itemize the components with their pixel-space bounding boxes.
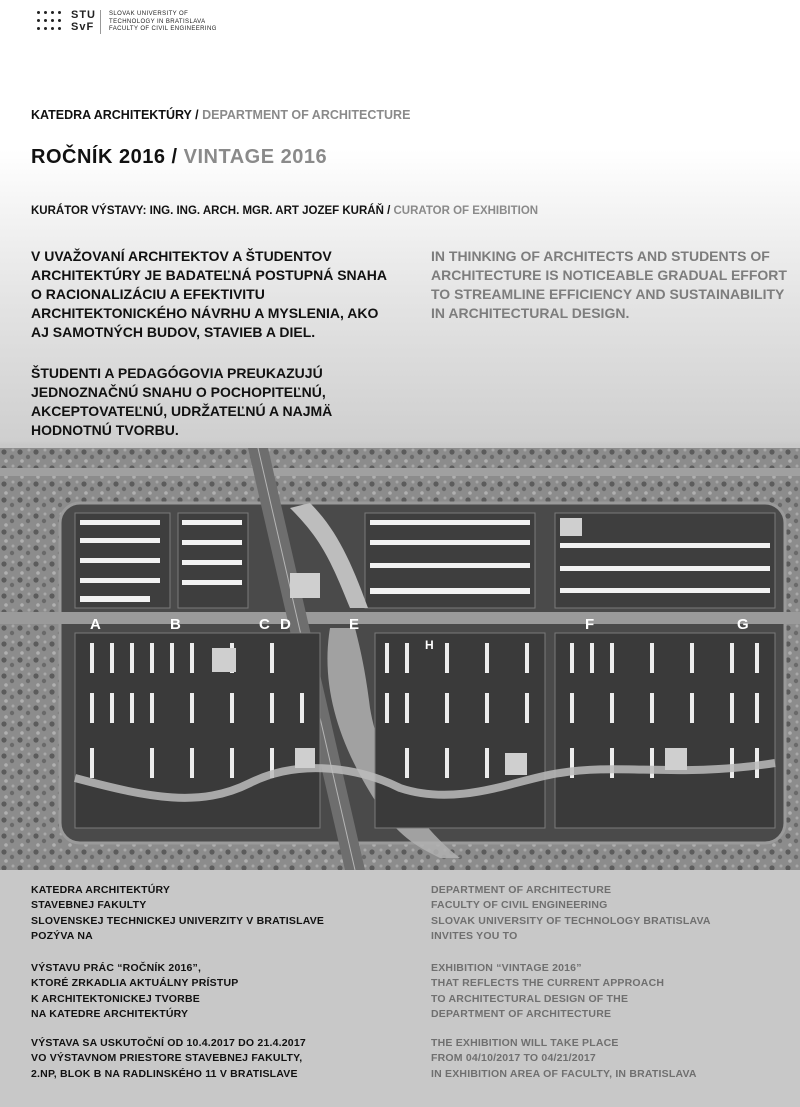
map-label-c: C: [259, 616, 270, 633]
logo-uni-line: FACULTY OF CIVIL ENGINEERING: [109, 26, 217, 32]
exhibition-title: [31, 146, 327, 169]
footer-line: VÝSTAVA SA USKUTOČNÍ OD 10.4.2017 DO 21.4.2017: [31, 1037, 306, 1049]
intro-line: ARCHITEKTONICKÉHO NÁVRHU A MYSLENIA, AKO: [31, 305, 379, 321]
intro-line: ARCHITEKTÚRY JE BADATEĽNÁ POSTUPNÁ SNAHA: [31, 267, 387, 283]
footer-line: FROM 04/10/2017 TO 04/21/2017: [431, 1052, 596, 1065]
map-label-f: F: [585, 616, 595, 633]
curator-en: CURATOR OF EXHIBITION: [393, 205, 539, 217]
intro-line: JEDNOZNAČNÚ SNAHU O POCHOPITEĽNÚ,: [31, 384, 326, 400]
intro-line: AKCEPTOVATEĽNÚ, UDRŽATEĽNÚ A NAJMÄ: [31, 403, 333, 419]
logo-divider: [100, 10, 101, 34]
intro-line: O RACIONALIZÁCIU A EFEKTIVITU: [31, 286, 265, 302]
logo-abbr-stu: STU: [71, 9, 96, 21]
intro-paragraph-sk-1: [31, 247, 387, 342]
footer-sk-block-1: [31, 883, 324, 945]
intro-line: IN ARCHITECTURAL DESIGN.: [431, 305, 630, 321]
department-heading-sk: KATEDRA ARCHITEKTÚRY /: [31, 108, 199, 122]
footer-line: SLOVENSKEJ TECHNICKEJ UNIVERZITY V BRATISLAVE: [31, 914, 325, 927]
map-label-a: A: [90, 616, 101, 633]
intro-line: ARCHITECTURE IS NOTICEABLE GRADUAL EFFORT: [431, 267, 787, 283]
intro-line: TO STREAMLINE EFFICIENCY AND SUSTAINABILITY: [431, 286, 785, 302]
exhibition-title-sk: ROČNÍK 2016 /: [31, 146, 178, 168]
department-heading-en: DEPARTMENT OF ARCHITECTURE: [202, 108, 411, 122]
map-label-b: B: [170, 616, 181, 633]
footer-line: IN EXHIBITION AREA OF FACULTY, IN BRATISLAVA: [431, 1067, 697, 1080]
intro-paragraph-en: [431, 247, 787, 323]
footer-en-block-1: [431, 883, 711, 945]
footer-line: THE EXHIBITION WILL TAKE PLACE: [431, 1037, 619, 1049]
footer-line: EXHIBITION “VINTAGE 2016”: [431, 962, 582, 974]
footer-line: INVITES YOU TO: [431, 930, 518, 943]
footer-line: VO VÝSTAVNOM PRIESTORE STAVEBNEJ FAKULTY,: [31, 1052, 303, 1065]
intro-paragraph-sk-2: [31, 364, 332, 440]
intro-line: IN THINKING OF ARCHITECTS AND STUDENTS OF: [431, 248, 770, 264]
logo-uni-line: SLOVAK UNIVERSITY OF: [109, 11, 189, 17]
footer-en-block-3: [431, 1036, 697, 1082]
footer-line: KATEDRA ARCHITEKTÚRY: [31, 884, 171, 896]
map-label-e: E: [349, 616, 360, 633]
footer-line: STAVEBNEJ FAKULTY: [31, 899, 147, 912]
logo-abbr-svf: SvF: [71, 21, 95, 33]
exhibition-title-en: VINTAGE 2016: [183, 146, 328, 168]
curator-sk: KURÁTOR VÝSTAVY: ING. ING. ARCH. MGR. ART JOZEF KURÁŇ /: [31, 205, 391, 217]
footer-line: 2.NP, BLOK B NA RADLINSKÉHO 11 V BRATISLAVE: [31, 1067, 298, 1080]
logo-university-name: [109, 11, 217, 34]
footer-sk-block-2: [31, 961, 238, 1023]
footer-line: FACULTY OF CIVIL ENGINEERING: [431, 899, 608, 912]
footer-line: K ARCHITEKTONICKEJ TVORBE: [31, 992, 200, 1005]
intro-line: AJ SAMOTNÝCH BUDOV, STAVIEB A DIEL.: [31, 324, 316, 340]
logo-dot-grid-icon: [37, 11, 67, 33]
intro-line: V UVAŽOVANÍ ARCHITEKTOV A ŠTUDENTOV: [31, 248, 332, 264]
footer-line: NA KATEDRE ARCHITEKTÚRY: [31, 1008, 189, 1021]
footer-line: KTORÉ ZRKADLIA AKTUÁLNY PRÍSTUP: [31, 977, 239, 990]
footer-line: VÝSTAVU PRÁC “ROČNÍK 2016”,: [31, 962, 202, 974]
footer-line: DEPARTMENT OF ARCHITECTURE: [431, 884, 612, 896]
footer-line: DEPARTMENT OF ARCHITECTURE: [431, 1008, 612, 1021]
logo-abbreviation: [71, 9, 96, 33]
curator-line: [31, 205, 538, 217]
map-label-g: G: [737, 616, 749, 633]
map-label-d: D: [280, 616, 291, 633]
urban-masterplan-image: [0, 448, 800, 870]
footer-line: TO ARCHITECTURAL DESIGN OF THE: [431, 992, 629, 1005]
footer-line: SLOVAK UNIVERSITY OF TECHNOLOGY BRATISLAVA: [431, 914, 711, 927]
map-label-h: H: [425, 638, 434, 652]
department-heading: [31, 108, 410, 122]
intro-line: ŠTUDENTI A PEDAGÓGOVIA PREUKAZUJÚ: [31, 365, 323, 381]
footer-en-block-2: [431, 961, 664, 1023]
intro-line: HODNOTNÚ TVORBU.: [31, 422, 179, 438]
logo-uni-line: TECHNOLOGY IN BRATISLAVA: [109, 18, 206, 25]
footer-sk-block-3: [31, 1036, 306, 1082]
footer-line: THAT REFLECTS THE CURRENT APPROACH: [431, 977, 665, 990]
footer-line: POZÝVA NA: [31, 930, 93, 943]
